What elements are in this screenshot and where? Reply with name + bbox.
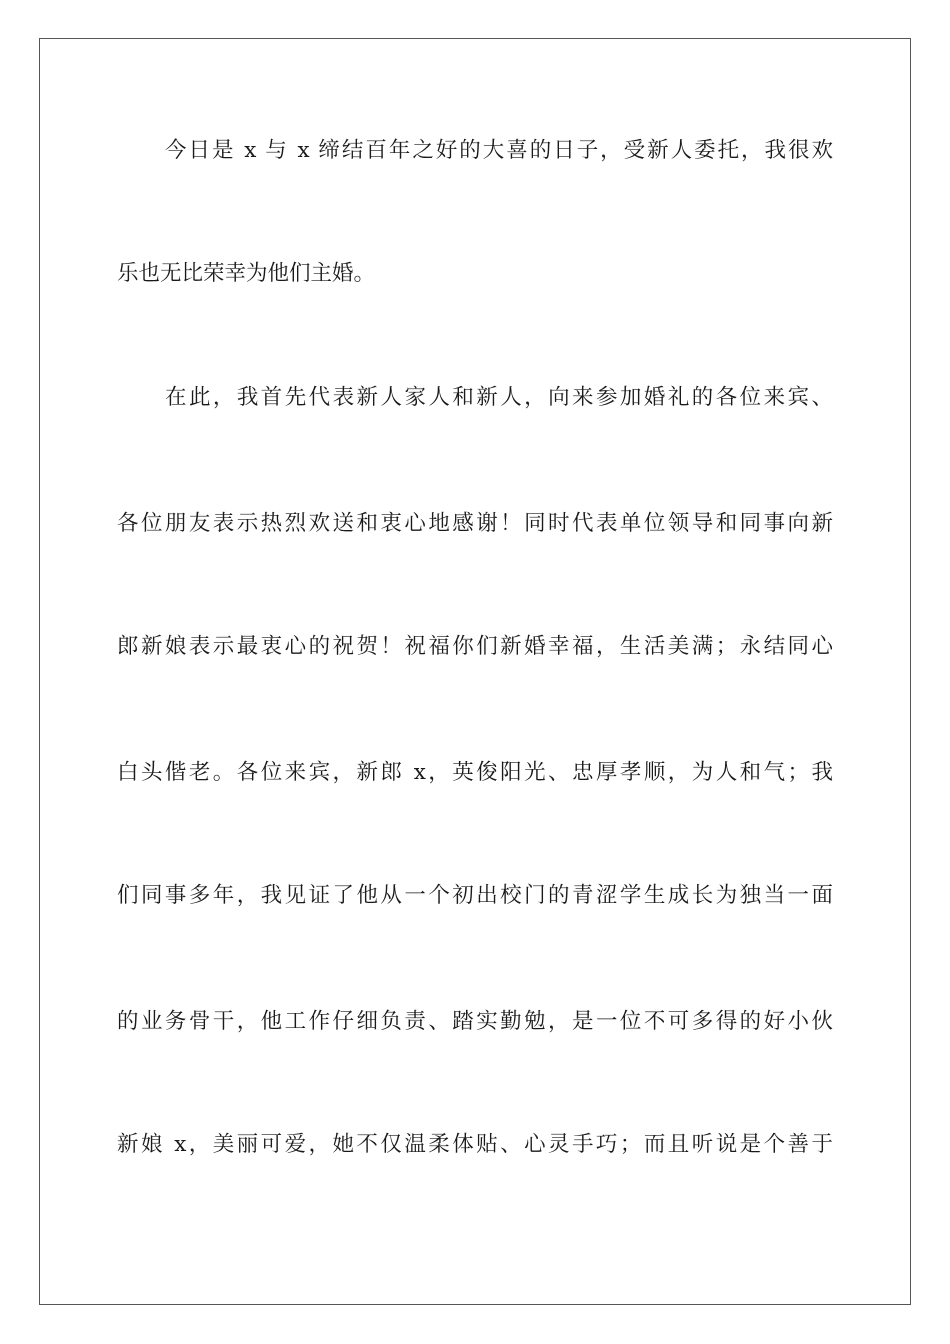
paragraph-2-line-6: 的业务骨干，他工作仔细负责、踏实勤勉，是一位不可多得的好小伙 <box>117 1009 833 1034</box>
paragraph-2-line-1: 在此，我首先代表新人家人和新人，向来参加婚礼的各位来宾、 <box>165 385 833 410</box>
page-frame <box>39 38 911 1305</box>
paragraph-1-line-2: 乐也无比荣幸为他们主婚。 <box>117 261 376 286</box>
paragraph-2-line-5: 们同事多年，我见证了他从一个初出校门的青涩学生成长为独当一面 <box>117 883 833 908</box>
paragraph-2-line-3: 郎新娘表示最衷心的祝贺！祝福你们新婚幸福，生活美满；永结同心 <box>117 634 833 659</box>
paragraph-2-line-4: 白头偕老。各位来宾，新郎 x，英俊阳光、忠厚孝顺，为人和气；我 <box>117 760 833 785</box>
paragraph-1-line-1: 今日是 x 与 x 缔结百年之好的大喜的日子，受新人委托，我很欢 <box>165 138 833 163</box>
paragraph-2-line-2: 各位朋友表示热烈欢送和衷心地感谢！同时代表单位领导和同事向新 <box>117 511 833 536</box>
paragraph-2-line-7: 新娘 x，美丽可爱，她不仅温柔体贴、心灵手巧；而且听说是个善于 <box>117 1132 833 1157</box>
